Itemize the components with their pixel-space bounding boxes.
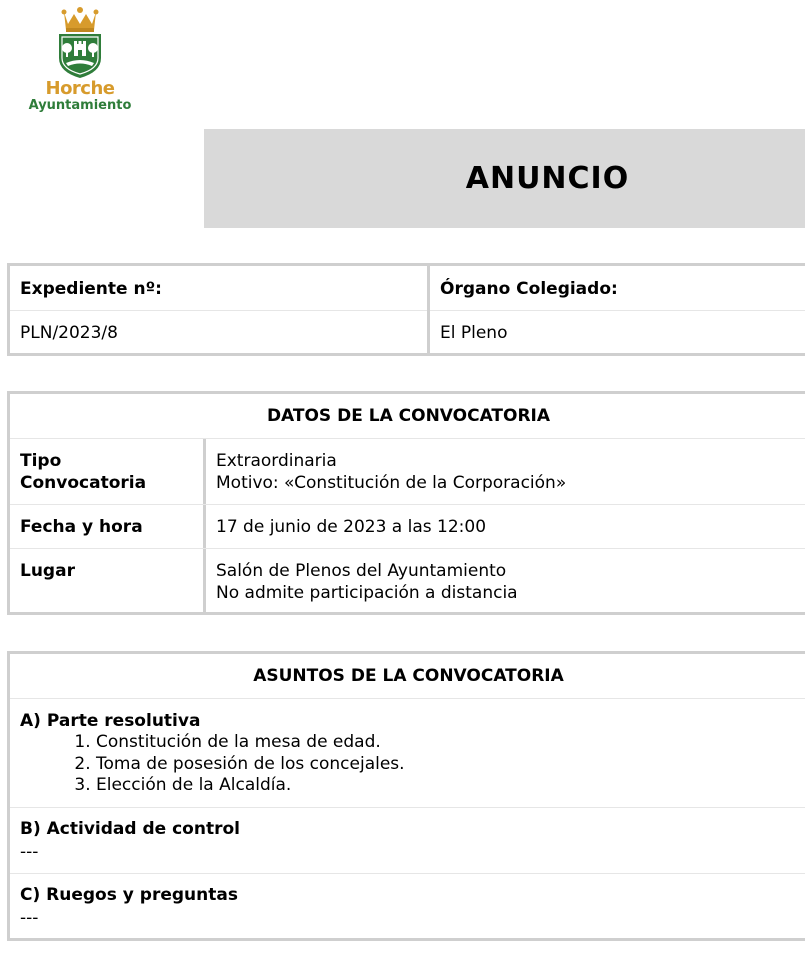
lugar-label: Lugar [20,561,75,581]
agenda-list [48,732,405,797]
organo-column [430,266,805,353]
tipo-label [20,450,146,494]
expediente-label: Expediente nº: [20,279,162,299]
asuntos-convocatoria-table [7,651,805,941]
row-divider [430,310,805,311]
lugar-row [10,548,805,613]
list-item: 1. Constitución de la mesa de edad. [96,732,405,754]
lugar-value-line-2: No admite participación a distancia [216,583,518,603]
section-ruegos-preguntas [10,873,805,939]
datos-title: DATOS DE LA CONVOCATORIA [266,406,551,426]
coat-of-arms-icon [26,6,134,80]
section-c-title: C) Ruegos y preguntas [20,885,238,905]
expediente-column [10,266,430,353]
expediente-value: PLN/2023/8 [20,323,118,343]
datos-convocatoria-table [7,391,805,615]
title-banner [204,129,805,228]
section-b-value: --- [20,842,39,862]
organo-label: Órgano Colegiado: [440,279,618,299]
tipo-label-line-1: Tipo [20,451,62,471]
lugar-value-line-1: Salón de Plenos del Ayuntamiento [216,561,507,581]
horche-logo [26,6,136,114]
fecha-row [10,504,805,548]
section-actividad-control [10,807,805,873]
tipo-value-line-1: Extraordinaria [216,451,337,471]
logo-subtitle: Ayuntamiento [28,98,132,113]
section-b-title: B) Actividad de control [20,819,240,839]
fecha-label: Fecha y hora [20,517,143,537]
section-c-value: --- [20,908,39,928]
tipo-row [10,438,805,503]
list-item: 3. Elección de la Alcaldía. [96,775,405,797]
expediente-table [7,263,805,356]
row-divider [10,310,427,311]
lugar-value [216,560,518,604]
asuntos-title: ASUNTOS DE LA CONVOCATORIA [253,666,564,686]
section-a-title: A) Parte resolutiva [20,711,201,731]
tipo-value [216,450,566,494]
fecha-value: 17 de junio de 2023 a las 12:00 [216,517,487,537]
logo-name: Horche [45,78,115,99]
tipo-label-line-2: Convocatoria [20,473,147,493]
list-item: 2. Toma de posesión de los concejales. [96,754,405,776]
motivo-value: Motivo: «Constitución de la Corporación» [216,473,567,493]
section-parte-resolutiva [10,698,805,807]
page-title: ANUNCIO [465,161,630,196]
organo-value: El Pleno [440,323,508,343]
